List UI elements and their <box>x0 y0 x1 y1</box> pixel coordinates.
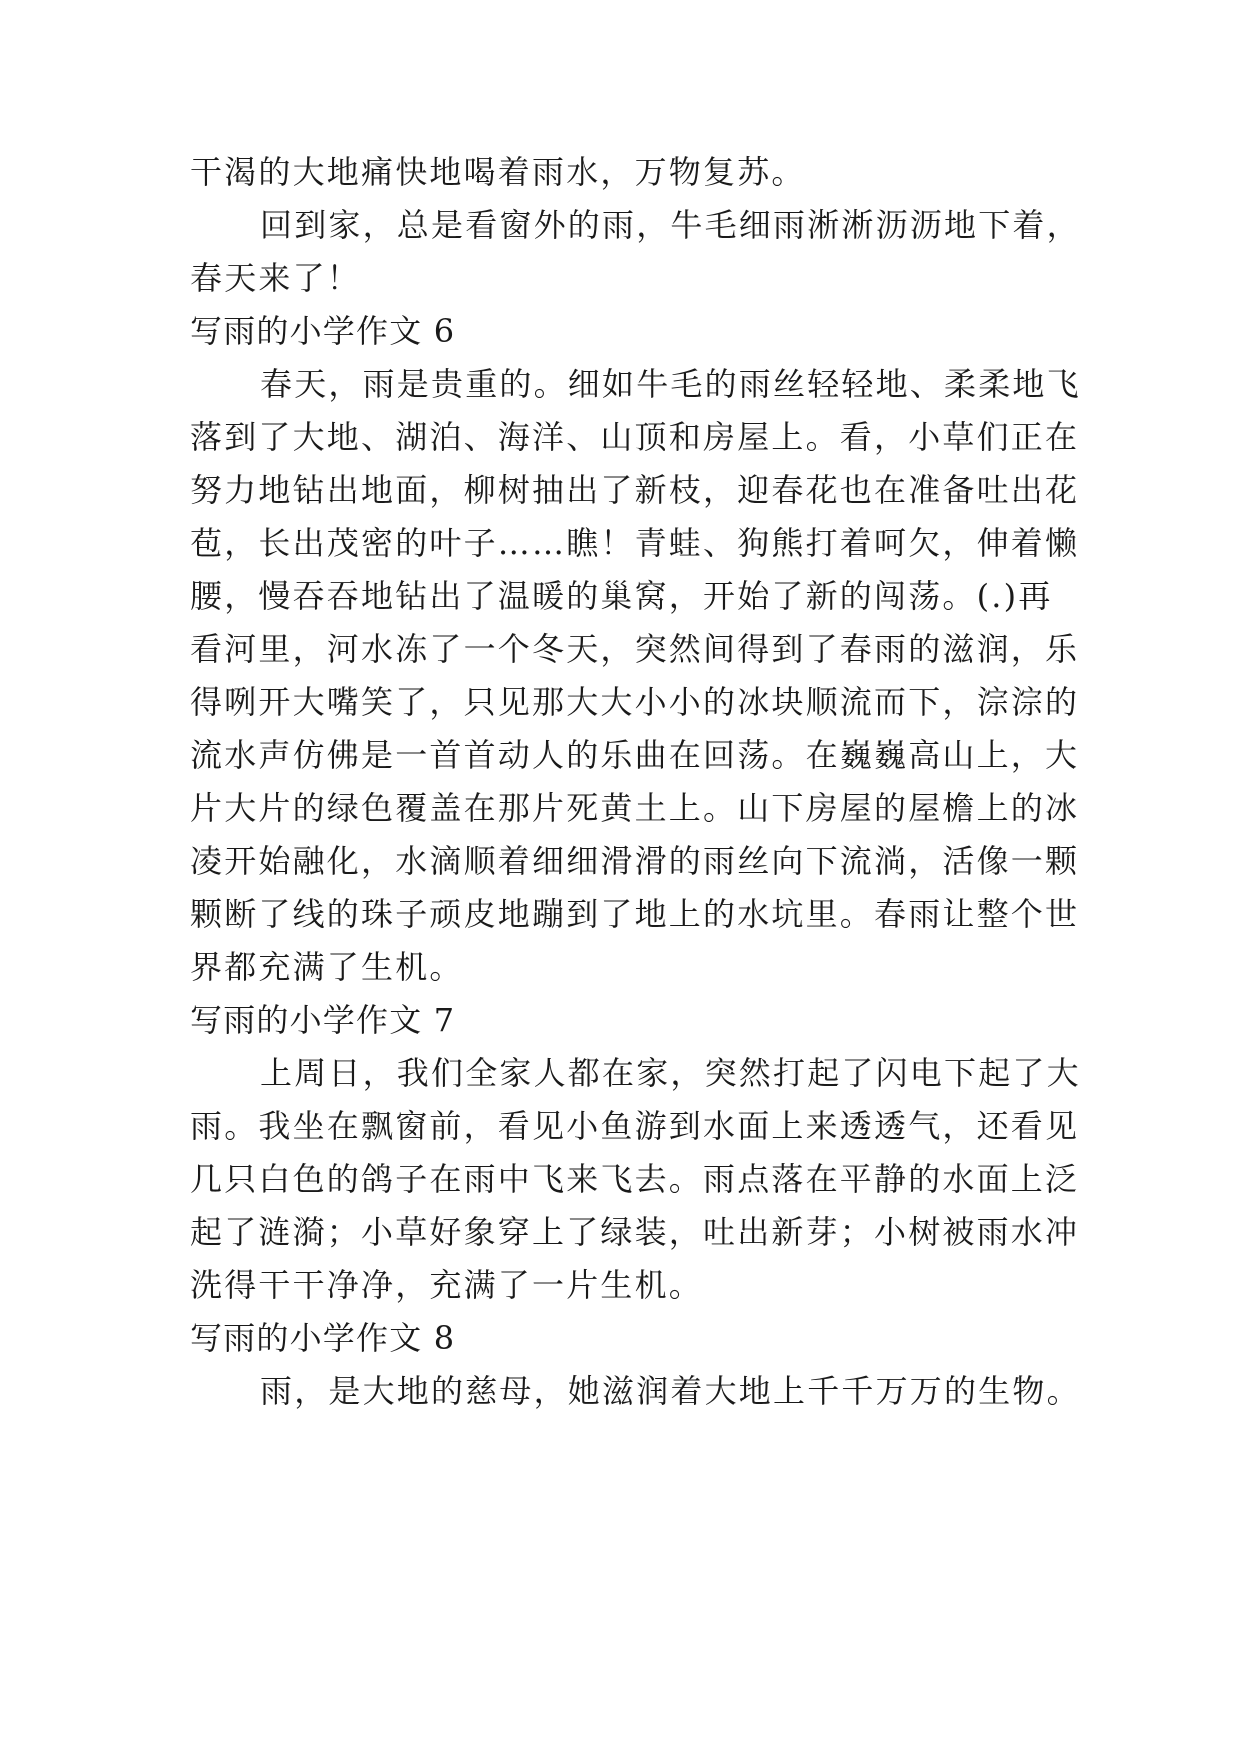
paragraph-line: 几只白色的鸽子在雨中飞来飞去。雨点落在平静的水面上泛 <box>190 1160 1080 1198</box>
paragraph-line: 春天，雨是贵重的。细如牛毛的雨丝轻轻地、柔柔地飞 <box>260 365 1081 403</box>
paragraph-line: 回到家，总是看窗外的雨，牛毛细雨淅淅沥沥地下着， <box>260 206 1081 244</box>
paragraph-line: 看河里，河水冻了一个冬天，突然间得到了春雨的滋润，乐 <box>190 630 1080 668</box>
paragraph-line: 流水声仿佛是一首首动人的乐曲在回荡。在巍巍高山上，大 <box>190 736 1080 774</box>
paragraph-line: 雨，是大地的慈母，她滋润着大地上千千万万的生物。 <box>260 1372 1081 1410</box>
paragraph-line: 春天来了！ <box>190 259 362 297</box>
paragraph-line: 颗断了线的珠子顽皮地蹦到了地上的水坑里。春雨让整个世 <box>190 895 1080 933</box>
paragraph-line: 洗得干干净净，充满了一片生机。 <box>190 1266 704 1304</box>
paragraph-line: 雨。我坐在飘窗前，看见小鱼游到水面上来透透气，还看见 <box>190 1107 1080 1145</box>
paragraph-line: 落到了大地、湖泊、海洋、山顶和房屋上。看，小草们正在 <box>190 418 1080 456</box>
paragraph-line: 上周日，我们全家人都在家，突然打起了闪电下起了大 <box>260 1054 1081 1092</box>
paragraph-line: 起了涟漪；小草好象穿上了绿装，吐出新芽；小树被雨水冲 <box>190 1213 1080 1251</box>
section-heading-8: 写雨的小学作文 8 <box>190 1319 456 1357</box>
paragraph-line: 得咧开大嘴笑了，只见那大大小小的冰块顺流而下，淙淙的 <box>190 683 1080 721</box>
section-heading-6: 写雨的小学作文 6 <box>190 312 456 350</box>
paragraph-line: 苞，长出茂密的叶子……瞧！青蛙、狗熊打着呵欠，伸着懒 <box>190 524 1080 562</box>
paragraph-line: 干渴的大地痛快地喝着雨水，万物复苏。 <box>190 153 806 191</box>
section-heading-7: 写雨的小学作文 7 <box>190 1001 456 1039</box>
paragraph-line: 腰，慢吞吞地钻出了温暖的巢窝，开始了新的闯荡。(.)再 <box>190 577 1053 615</box>
paragraph-line: 努力地钻出地面，柳树抽出了新枝，迎春花也在准备吐出花 <box>190 471 1080 509</box>
paragraph-line: 凌开始融化，水滴顺着细细滑滑的雨丝向下流淌，活像一颗 <box>190 842 1080 880</box>
paragraph-line: 界都充满了生机。 <box>190 948 464 986</box>
paragraph-line: 片大片的绿色覆盖在那片死黄土上。山下房屋的屋檐上的冰 <box>190 789 1080 827</box>
